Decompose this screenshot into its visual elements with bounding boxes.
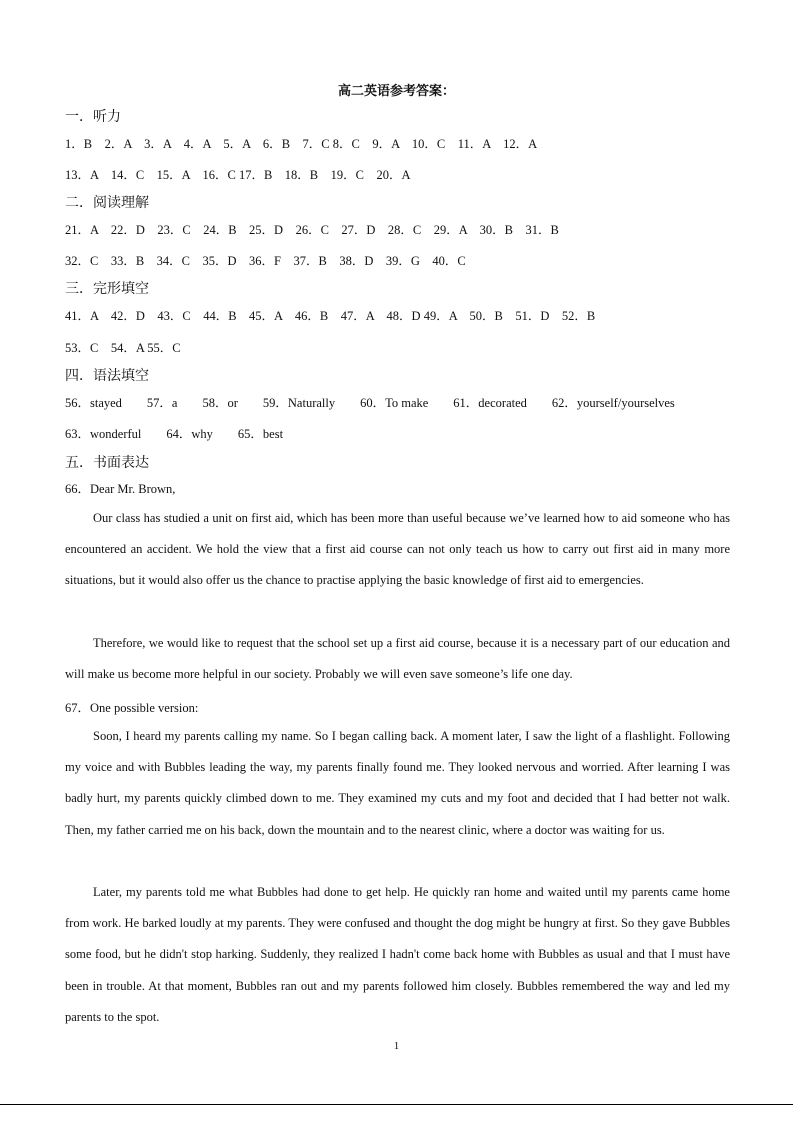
section-grammar: 四．语法填空	[65, 368, 149, 384]
q67-paragraph-1: Soon, I heard my parents calling my name. So I began calling back. A moment later, I saw the light of a flashlight. Following my voice and with Bubbles leading the way, my parents finally found me. They looked nervous and worried. After learning I was badly hurt, my parents quickly climbed down to me. They examined my cuts and my foot and decided that I had better not walk. Then, my father carried me on his back, down the mountain and to the nearest clinic, where a doctor was waiting for us.	[65, 729, 730, 837]
answer-row-7: 56．stayed 57．a 58．or 59．Naturally 60．To make 61．decorated 62．yourself/yourselves	[65, 396, 675, 410]
section-writing: 五．书面表达	[65, 455, 149, 471]
page-number: 1	[393, 1040, 400, 1052]
answer-row-2: 13．A 14．C 15．A 16．C 17．B 18．B 19．C 20．A	[65, 168, 411, 182]
answer-row-3: 21．A 22．D 23．C 24．B 25．D 26．C 27．D 28．C 29．A 30．B 31．B	[65, 223, 559, 237]
section-listening: 一．听力	[65, 109, 121, 125]
answer-row-6: 53．C 54．A 55．C	[65, 341, 181, 355]
q66-paragraph-2: Therefore, we would like to request that the school set up a first aid course, because it is a necessary part of our education and will make us become more helpful in our society. Probably we will even save someone’s life one day.	[65, 636, 730, 682]
answer-row-4: 32．C 33．B 34．C 35．D 36．F 37．B 38．D 39．G 40．C	[65, 254, 466, 268]
section-cloze: 三．完形填空	[65, 281, 149, 297]
section-reading: 二．阅读理解	[65, 195, 149, 211]
answer-row-8: 63．wonderful 64．why 65．best	[65, 427, 284, 441]
q67-paragraph-2: Later, my parents told me what Bubbles had done to get help. He quickly ran home and waited until my parents came home from work. He barked loudly at my parents. They were confused and thought the dog might be hungry at first. So they gave Bubbles some food, but he didn't stop harking. Suddenly, they realized I hadn't come back home with Bubbles as usual and that I must have been in trouble. At that moment, Bubbles ran out and my parents followed him closely. Bubbles remembered the way and led my parents to the spot.	[65, 885, 730, 1024]
q66-label: 66．Dear Mr. Brown,	[65, 482, 176, 496]
page-title: 高二英语参考答案：	[337, 84, 455, 99]
q66-paragraph-1: Our class has studied a unit on first aid, which has been more than useful because we’ve learned how to aid someone who has encountered an accident. We hold the view that a first aid course can not only teach us how to carry out first aid in many more situations, but it would also offer us the chance to practise applying the basic knowledge of first aid to emergencies.	[65, 511, 730, 588]
q67-label: 67．One possible version:	[65, 701, 199, 715]
answer-row-1: 1．B 2．A 3．A 4．A 5．A 6．B 7．C 8．C 9．A 10．C 11．A 12．A	[65, 137, 538, 151]
bottom-divider	[0, 1104, 793, 1105]
answer-row-5: 41．A 42．D 43．C 44．B 45．A 46．B 47．A 48．D 49．A 50．B 51．D 52．B	[65, 309, 596, 323]
